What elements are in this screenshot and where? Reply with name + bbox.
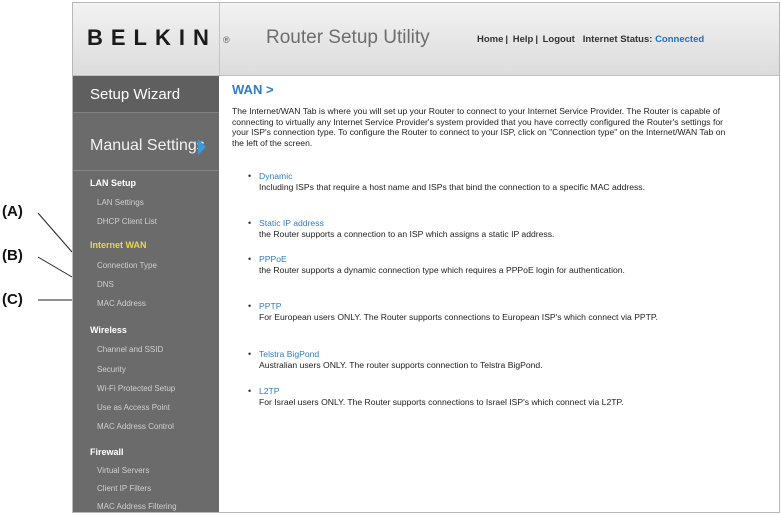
option-static-ip (248, 218, 729, 239)
section-wireless: Wireless (90, 325, 127, 335)
section-firewall: Firewall (90, 447, 124, 457)
option-desc: the Router supports a connection to an ISP which assigns a static IP address. (259, 228, 555, 239)
sidebar-item-mac-address-control[interactable]: MAC Address Control (97, 422, 174, 431)
sidebar-item-lan-settings[interactable]: LAN Settings (97, 198, 144, 207)
router-setup-window (72, 2, 780, 513)
option-dynamic (248, 171, 729, 192)
option-name[interactable]: PPTP (259, 301, 282, 311)
sidebar-divider (73, 170, 219, 171)
manual-settings-heading[interactable]: Manual Settings (90, 137, 205, 154)
sidebar-item-channel-ssid[interactable]: Channel and SSID (97, 345, 164, 354)
sidebar-item-dns[interactable]: DNS (97, 280, 114, 289)
option-name[interactable]: Telstra BigPond (259, 349, 320, 359)
logout-link[interactable]: Logout (542, 34, 575, 45)
sidebar-item-mac-address[interactable]: MAC Address (97, 299, 146, 308)
bullet-icon: • (248, 301, 252, 311)
bullet-icon: • (248, 254, 252, 264)
option-name[interactable]: L2TP (259, 386, 280, 396)
bullet-icon: • (248, 218, 252, 228)
sidebar-item-use-as-access-point[interactable]: Use as Access Point (97, 403, 170, 412)
option-pptp (248, 301, 729, 322)
option-name[interactable]: PPPoE (259, 254, 287, 264)
option-l2tp (248, 386, 729, 407)
help-link[interactable]: Help (512, 34, 534, 45)
header-bar (73, 3, 780, 76)
header-divider (219, 3, 220, 75)
sidebar-item-mac-address-filtering[interactable]: MAC Address Filtering (97, 502, 177, 511)
main-content (220, 76, 780, 513)
bullet-icon: • (248, 171, 252, 181)
callout-c: (C) (2, 291, 23, 308)
sidebar-item-security[interactable]: Security (97, 365, 126, 374)
setup-wizard-label: Setup Wizard (90, 86, 181, 103)
intro-text: The Internet/WAN Tab is where you will set up your Router to connect to your Internet Service Provider. The Router is capable of connecting to virtually any Internet Service Provider's system provided that you have correctly configured the Router's settings for your ISP's connection type. To configure the Router to connect to your ISP, click on "Connection type" on the Internet/WAN Tab on the left of the screen. (232, 106, 726, 148)
sidebar-item-client-ip-filters[interactable]: Client IP Filters (97, 484, 152, 493)
option-desc: For Israel users ONLY. The Router supports connections to Israel ISP's which connect via L2TP. (259, 396, 624, 407)
option-desc: Including ISPs that require a host name and ISPs that bind the connection to a specific MAC address. (259, 181, 645, 192)
sidebar-item-wifi-protected-setup[interactable]: Wi-Fi Protected Setup (97, 384, 176, 393)
sidebar-item-connection-type[interactable]: Connection Type (97, 261, 157, 270)
section-internet-wan: Internet WAN (90, 240, 147, 250)
option-name[interactable]: Static IP address (259, 218, 324, 228)
registered-mark: ® (223, 35, 230, 45)
sidebar (73, 76, 219, 513)
option-telstra-bigpond (248, 349, 729, 370)
internet-status-label: Internet Status: (582, 34, 653, 45)
sidebar-item-dhcp-client-list[interactable]: DHCP Client List (97, 217, 157, 226)
app-title: Router Setup Utility (266, 27, 430, 48)
option-name[interactable]: Dynamic (259, 171, 293, 181)
internet-status-value: Connected (655, 34, 705, 45)
bullet-icon: • (248, 349, 252, 359)
option-desc: Australian users ONLY. The router supports connection to Telstra BigPond. (259, 359, 543, 370)
setup-wizard-button[interactable] (73, 76, 219, 113)
arrow-right-icon (198, 139, 206, 155)
page-title: WAN > (232, 82, 274, 97)
home-link[interactable]: Home (477, 34, 504, 45)
option-pppoe (248, 254, 729, 275)
callout-b: (B) (2, 247, 23, 264)
section-lan-setup: LAN Setup (90, 178, 136, 188)
option-desc: For European users ONLY. The Router supports connections to European ISP's which connect via PPTP. (259, 311, 658, 322)
bullet-icon: • (248, 386, 252, 396)
callout-a: (A) (2, 203, 23, 220)
top-nav: Home | Help | Logout Internet Status: Connected (477, 34, 705, 45)
sidebar-item-virtual-servers[interactable]: Virtual Servers (97, 466, 150, 475)
option-desc: the Router supports a dynamic connection type which requires a PPPoE login for authentication. (259, 264, 625, 275)
belkin-logo[interactable]: BELKIN (87, 25, 217, 50)
